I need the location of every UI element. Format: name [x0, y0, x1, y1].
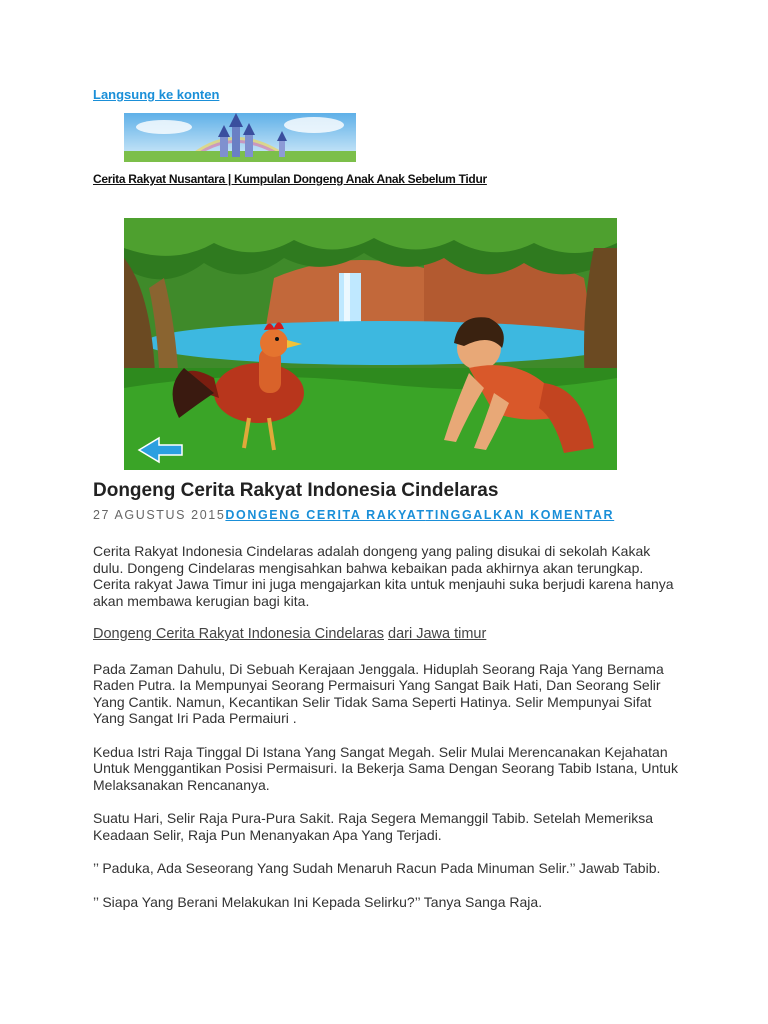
story-paragraph: Suatu Hari, Selir Raja Pura-Pura Sakit. Raja Segera Memanggil Tabib. Setelah Memeriksa Keadaan Selir, Raja Pun Menanyakan Apa Yang Terjadi. [93, 810, 654, 843]
skip-to-content-link[interactable]: Langsung ke konten [93, 87, 220, 102]
post-content [93, 543, 683, 927]
story-subheading [93, 626, 683, 643]
subheading-link-2[interactable]: dari Jawa timur [388, 626, 487, 642]
story-paragraph: Kedua Istri Raja Tinggal Di Istana Yang Sangat Megah. Selir Mulai Merencanakan Kejahatan Untuk Menggantikan Posisi Permaisuri. Ia Bekerja Sama Dengan Seorang Tabib Istana, Untuk Melaksanakan Rencananya. [93, 743, 678, 793]
post-date: 27 AGUSTUS 2015 [93, 508, 226, 522]
site-logo-banner[interactable] [124, 113, 356, 162]
category-link[interactable]: DONGENG CERITA RAKYAT [225, 508, 426, 522]
story-paragraph: Pada Zaman Dahulu, Di Sebuah Kerajaan Jenggala. Hiduplah Seorang Raja Yang Bernama Raden Putra. Ia Mempunyai Seorang Permaisuri Yang Sangat Baik Hati, Dan Seorang Selir Yang Cantik. Namun, Kecantikan Selir Tidak Sama Seperti Hatinya. Selir Mempunyai Sifat Yang Sangat Iri Pada Permaiuri . [93, 660, 664, 726]
post-title: Dongeng Cerita Rakyat Indonesia Cindelaras [93, 480, 499, 501]
story-paragraph: ’’ Siapa Yang Berani Melakukan Ini Kepada Selirku?’’ Tanya Sanga Raja. [93, 893, 543, 910]
site-title-link[interactable]: Cerita Rakyat Nusantara | Kumpulan Dongeng Anak Anak Sebelum Tidur [93, 172, 487, 186]
story-paragraph: ’’ Paduka, Ada Seseorang Yang Sudah Menaruh Racun Pada Minuman Selir.’’ Jawab Tabib. [93, 860, 661, 876]
post-meta [93, 508, 614, 522]
leave-comment-link[interactable]: TINGGALKAN KOMENTAR [425, 508, 615, 522]
featured-image-cindelaras [124, 218, 617, 470]
intro-paragraph: Cerita Rakyat Indonesia Cindelaras adalah dongeng yang paling disukai di sekolah Kakak dulu. Dongeng Cindelaras mengisahkan bahwa kebaikan pada akhirnya akan terungkap. Cerita rakyat Jawa Timur ini juga mengajarkan kita untuk menjauhi suka berjudi karena hanya akan membawa kerugian bagi kita. [93, 543, 674, 609]
subheading-link-1[interactable]: Dongeng Cerita Rakyat Indonesia Cindelaras [93, 626, 384, 642]
